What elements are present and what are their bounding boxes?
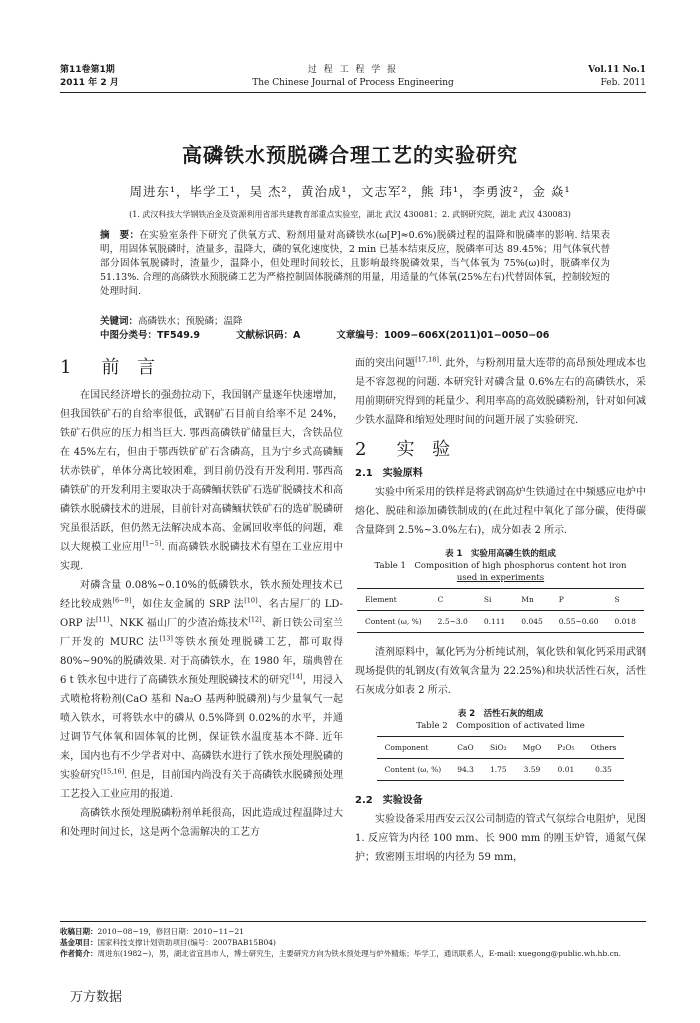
table-cell: Content (ω, %) [377,759,450,781]
table-cell: 0.01 [549,759,582,781]
table-cell: 0.111 [476,611,513,633]
header-rule [60,92,646,93]
table-cell: 0.045 [513,611,550,633]
abstract-label: 摘 要： [100,230,140,241]
table-header-cell: Component [377,737,450,759]
table-cell: 3.59 [515,759,550,781]
table-2-caption-cn: 表 2 活性石灰的组成 [457,709,544,719]
table-cell: 0.55~0.60 [551,611,607,633]
clc-number: 中图分类号：TF549.9 [100,330,201,341]
table-1-header-row [357,589,644,611]
paper-title: 高磷铁水预脱磷合理工艺的实验研究 [182,143,518,167]
left-column [60,354,343,842]
table-header-cell: S [606,589,643,611]
table-header-cell: MgO [515,737,550,759]
intro-paragraph-1: 在国民经济增长的强劲拉动下，我国钢产量逐年快速增加，但我国铁矿石的自给率很低，武钢矿石目前自给率不足 24%，铁矿石供应的压力相当巨大. 鄂西高磷铁矿储量巨大，含铁品位在 45%左右，但由于鄂西铁矿矿石含磷高，且为宁乡式高磷鲕状赤铁矿，单体分离比较困难，到目前仍没有开发利用. 鄂西高磷铁矿的开发利用主要取决于高磷鲕状铁矿石选矿脱磷技术和高磷铁水脱磷技术的进展，目前针对高磷鲕状铁矿石的选矿脱磷研究虽很活跃，但仍然无法解决成本高、金属回收率低的问题，难以大规模工业应用[1−5]. 而高磷铁水脱磷技术有望在工业应用中实现. [60,390,344,572]
table-cell: 0.018 [606,611,643,633]
section-2-heading: 2 实 验 [355,439,457,460]
equipment-paragraph: 实验设备采用西安云汉公司制造的管式气氛综合电阻炉，见图 1. 反应管为内径 100 mm、长 900 mm 的刚玉炉管，通氮气保护；致密刚玉坩埚的内径为 59 mm， [355,814,646,863]
table-2 [355,708,646,781]
article-number: 文章编号：1009−606X(2011)01−0050−06 [336,330,550,341]
table-header-cell: Si [476,589,513,611]
running-header [60,64,646,92]
table-2-grid [377,736,625,781]
table-1-grid [357,588,644,633]
table-header-cell: Mn [513,589,550,611]
table-cell: 94.3 [449,759,482,781]
intro-paragraph-3: 高磷铁水预处理脱磷粉剂单耗很高，因此造成过程温降过大和处理时间过长，这是两个急需解决的工艺方 [60,808,343,838]
table-header-cell: P₂O₅ [549,737,582,759]
received-date: 收稿日期：2010−08−19，修回日期：2010−11−21 [60,927,244,936]
table-row [357,611,644,633]
abstract [100,229,610,299]
journal-name: 过 程 工 程 学 报 The Chinese Journal of Process Engineering [252,65,454,88]
table-1-caption-en: Table 1 Composition of high phosphorus content hot iron [374,561,627,571]
footnotes [60,926,646,959]
materials-paragraph: 实验中所采用的铁样是将武钢高炉生铁通过在中频感应电炉中熔化、脱硅和添加磷铁制成的(在此过程中氧化了部分碳，使得碳含量降到 2.5%~3.0%左右)，成分如表 2 所示. [355,487,646,536]
table-header-cell: CaO [449,737,482,759]
table-1 [355,548,646,633]
table-cell: 1.75 [482,759,515,781]
keywords-label: 关键词： [100,316,139,327]
table-cell: Content (ω, %) [357,611,430,633]
footnote-rule [60,921,646,922]
volume-info-cn: 第11卷第1期 2011 年 2 月 [60,65,119,88]
keywords-text: 高磷铁水；预脱磷；温降 [138,316,243,327]
document-code: 文献标识码：A [236,330,301,341]
watermark: 万方数据 [70,990,123,1005]
table-2-header-row [377,737,625,759]
table-header-cell: Others [583,737,625,759]
author-list: 周进东¹，毕学工¹，吴 杰²，黄治成¹，文志军²，熊 玮¹，李勇波²，金 焱¹ [129,184,571,199]
abstract-text: 在实验室条件下研究了供氧方式、粉剂用量对高磷铁水(ω[P]≈0.6%)脱磷过程的温降和脱磷率的影响. 结果表明，用固体氧脱磷时，渣量多，温降大，磷的氧化速度快，2 min 已基本结束反应，脱磷率可达 89.45%；用气体氧代替部分固体氧脱磷时，渣量少，温降小，但处理时间较长，且影响最终脱磷效果，当气体氧为 75%(ω)时，脱磷率仅为 51.13%. 合理的高磷铁水预脱磷工艺为严格控制固体脱磷剂的用量，用适量的气体氧(25%左右)代替固体氧，控制较短的处理时间. [100,230,610,297]
subsection-2-1-heading: 2.1 实验原料 [355,468,423,479]
intro-continuation: 面的突出问题[17,18]. 此外，与粉剂用量大连带的高昂预处理成本也是不容忽视的问题. 本研究针对磷含量 0.6%左右的高磷铁水，采用前期研究得到的耗量少、利用率高的高效脱磷粉剂，针对如何减少铁水温降和缩短处理时间的问题开展了实验研究. [355,355,647,426]
table-1-caption-en-2: used in experiments [456,573,545,583]
table-header-cell: C [430,589,476,611]
intro-paragraph-2: 对磷含量 0.08%~0.10%的低磷铁水，铁水预处理技术已经比较成熟[6−9]，如住友金属的 SRP 法[10]、名古屋厂的 LD-ORP 法[11]、NKK 福山厂的少渣冶炼技术[12]、新日铁公司室兰厂开发的 MURC 法[13]等铁水预处理脱磷工艺，都可取得 80%~90%的脱磷效果. 对于高磷铁水，在 1980 年，瑞典曾在 6 t 铁水包中进行了高磷铁水预处理脱磷技术的研究[14]，用浸入式喷枪将粉剂(CaO 基和 Na₂O 基两种脱磷剂)与少量氧气一起喷入铁水，可将铁水中的磷从 0.5%降到 0.02%的水平，并通过调节气体氧和固体氧的比例，保证铁水温度基本不降. 近年来，国内也有不少学者对中、高磷铁水进行了铁水预处理脱磷的实验研究[15,16]. 但是，目前国内尚没有关于高磷铁水脱磷预处理工艺投入工业应用的报道. [60,580,344,800]
table-2-caption-en: Table 2 Composition of activated lime [416,721,585,731]
author-bio: 作者简介：周进东(1982−)，男，湖北省宜昌市人，博士研究生，主要研究方向为铁水预处理与炉外精炼；毕学工，通讯联系人，E-mail: xuegong@public.wh.hb.cn. [60,949,621,958]
keywords [100,315,610,329]
subsection-2-2-heading: 2.2 实验设备 [355,795,423,806]
table-header-cell: Element [357,589,430,611]
table-row [377,759,625,781]
section-1-heading: 1 前 言 [60,357,162,378]
right-column [355,354,646,867]
table-header-cell: P [551,589,607,611]
table-cell: 0.35 [583,759,625,781]
slag-materials-paragraph: 渣剂原料中，氟化钙为分析纯试剂，氧化铁和氧化钙采用武钢现场提供的轧钢皮(有效氧含量为 22.25%)和块状活性石灰，活性石灰成分如表 2 所示. [355,647,646,696]
affiliation: (1. 武汉科技大学钢铁冶金及资源利用省部共建教育部重点实验室，湖北 武汉 430081；2. 武钢研究院，湖北 武汉 430083) [129,210,571,219]
table-header-cell: SiO₂ [482,737,515,759]
table-cell: 2.5~3.0 [430,611,476,633]
volume-info-en: Vol.11 No.1 Feb. 2011 [588,65,646,88]
funding-info: 基金项目：国家科技支撑计划资助项目(编号：2007BAB15B04) [60,938,276,947]
table-1-caption-cn: 表 1 实验用高磷生铁的组成 [445,549,556,559]
classification-line [100,329,610,343]
